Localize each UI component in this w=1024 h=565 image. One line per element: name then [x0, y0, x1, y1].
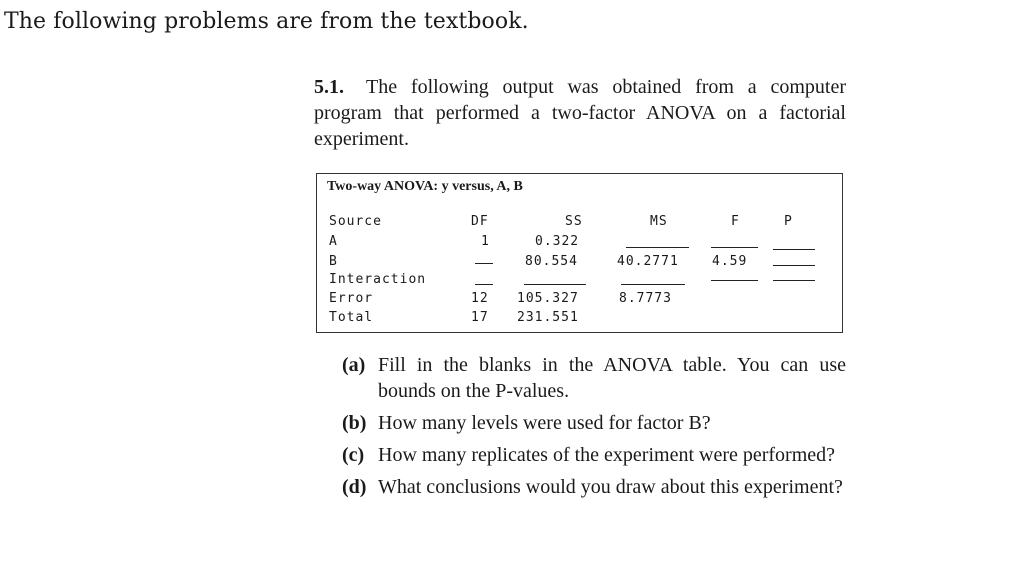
blank-int-f [711, 280, 758, 281]
part-d-text: What conclusions would you draw about this experiment? [378, 476, 843, 498]
row-total-ss: 231.551 [517, 310, 579, 325]
blank-int-p [773, 280, 815, 281]
part-a-text: Fill in the blanks in the ANOVA table. You can use bounds on the P-values. [378, 354, 846, 402]
row-b-f: 4.59 [712, 254, 748, 269]
part-c [342, 442, 846, 468]
part-c-text: How many replicates of the experiment were performed? [378, 444, 836, 466]
anova-output-box [316, 173, 843, 333]
header-df: DF [471, 214, 489, 229]
blank-b-df [475, 263, 493, 264]
blank-b-p [773, 265, 815, 266]
part-d [342, 474, 846, 500]
blank-int-ms [621, 284, 685, 285]
row-b-ss: 80.554 [525, 254, 578, 269]
row-error-ss: 105.327 [517, 291, 579, 306]
output-title: Two-way ANOVA: y versus, A, B [327, 179, 523, 194]
row-interaction-source: Interaction [329, 272, 427, 287]
header-p: P [784, 214, 793, 229]
part-c-label: (c) [342, 444, 365, 466]
header-ms: MS [650, 214, 668, 229]
row-error-ms: 8.7773 [619, 291, 672, 306]
problem-text: The following output was obtained from a computer program that performed a two-factor ANOVA on a factorial experiment. [314, 76, 846, 150]
part-a-label: (a) [342, 354, 366, 376]
part-b-text: How many levels were used for factor B? [378, 412, 711, 434]
part-a [342, 352, 846, 404]
blank-int-df [475, 284, 493, 285]
question-parts [342, 352, 846, 506]
blank-a-p [773, 249, 815, 250]
part-b-label: (b) [342, 412, 367, 434]
blank-a-ms [626, 247, 689, 248]
row-error-df: 12 [471, 291, 489, 306]
row-b-source: B [329, 254, 338, 269]
row-a-ss: 0.322 [535, 234, 580, 249]
header-ss: SS [565, 214, 583, 229]
row-a-source: A [329, 234, 338, 249]
part-d-label: (d) [342, 476, 367, 498]
row-b-ms: 40.2771 [617, 254, 679, 269]
row-total-df: 17 [471, 310, 489, 325]
row-error-source: Error [329, 291, 374, 306]
row-total-source: Total [329, 310, 374, 325]
blank-a-f [711, 247, 758, 248]
part-b [342, 410, 846, 436]
problem-statement [314, 74, 846, 152]
header-source: Source [329, 214, 382, 229]
row-a-df: 1 [481, 234, 490, 249]
problem-number: 5.1. [314, 76, 344, 98]
intro-text: The following problems are from the textbook. [4, 9, 529, 34]
header-f: F [731, 214, 740, 229]
blank-int-ss [524, 284, 586, 285]
